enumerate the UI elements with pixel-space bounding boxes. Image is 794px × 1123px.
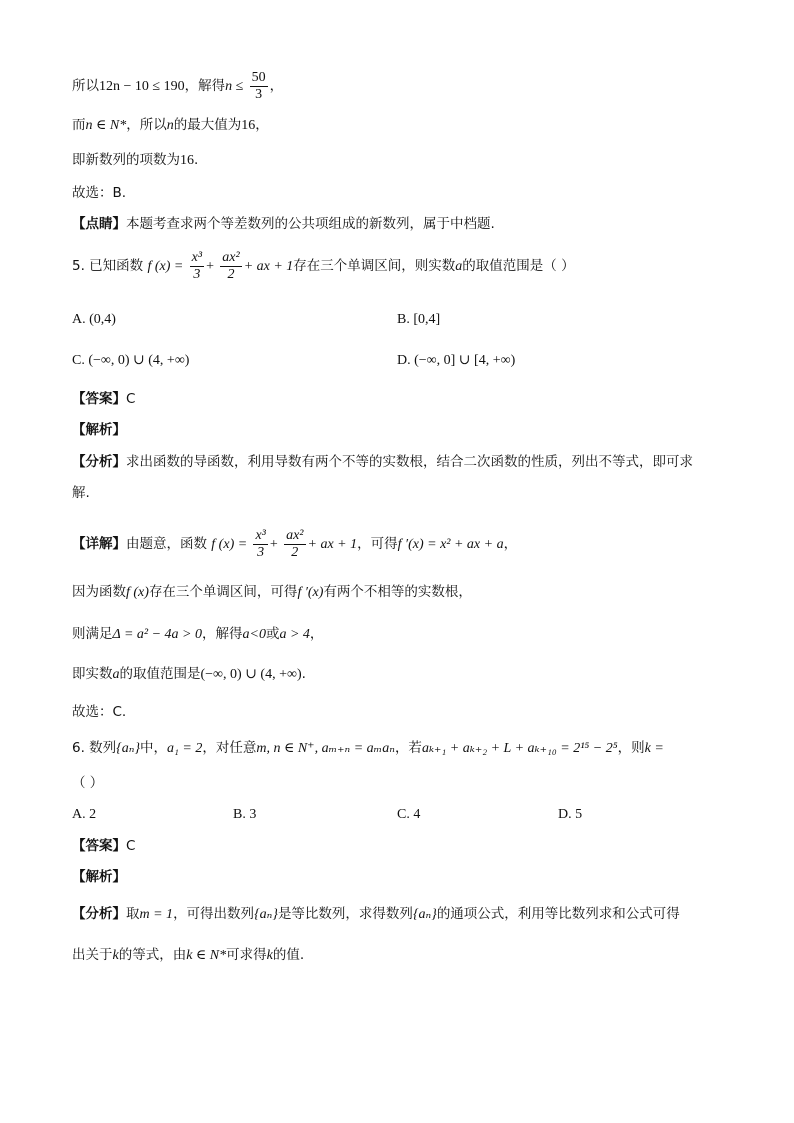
numerator: ax² bbox=[222, 250, 240, 265]
tag: 【点睛】 bbox=[72, 216, 126, 232]
math: a bbox=[112, 667, 120, 682]
math: a₁ = 2 bbox=[167, 741, 203, 756]
text: ，所以 bbox=[126, 117, 167, 133]
numerator: ax² bbox=[286, 528, 304, 543]
math: k = bbox=[644, 741, 664, 756]
text: 出关于 bbox=[72, 947, 113, 963]
text: 的通项公式，利用等比数列求和公式可得 bbox=[436, 906, 680, 922]
text: 所以 bbox=[72, 78, 99, 94]
math: k bbox=[112, 948, 119, 963]
inequality: n ≤ bbox=[225, 79, 244, 94]
math: Δ = a² − 4a > 0 bbox=[112, 627, 203, 642]
denominator: 2 bbox=[291, 545, 299, 560]
fraction bbox=[220, 250, 241, 283]
math: f (x) = bbox=[211, 537, 248, 552]
text: 即实数 bbox=[72, 666, 113, 682]
denominator: 3 bbox=[257, 545, 265, 560]
text: 的值. bbox=[272, 947, 305, 963]
text: 5. 已知函数 bbox=[72, 258, 144, 274]
math: f (x) = bbox=[147, 259, 184, 274]
math: {aₙ} bbox=[254, 907, 278, 922]
math: (−∞, 0) ∪ (4, +∞) bbox=[200, 667, 302, 682]
math: k ∈ N* bbox=[186, 948, 227, 963]
math: n ∈ N* bbox=[85, 118, 127, 133]
text: ，若 bbox=[394, 740, 422, 756]
option-b: B. [0,4] bbox=[397, 312, 441, 327]
tag: 【详解】 bbox=[72, 536, 126, 552]
analysis-line-2 bbox=[72, 945, 304, 966]
text: 求出函数的导函数，利用导数有两个不等的实数根，结合二次函数的性质，列出不等式，即可求 bbox=[126, 454, 693, 470]
text: 中， bbox=[140, 740, 168, 756]
tag: 【答案】 bbox=[72, 838, 126, 854]
option-d: D. (−∞, 0] ∪ [4, +∞) bbox=[397, 353, 516, 368]
text: 的取值范围是 bbox=[119, 666, 201, 682]
answer: C bbox=[126, 391, 136, 407]
text: . bbox=[301, 666, 306, 682]
fraction bbox=[284, 528, 305, 561]
analysis-line-1 bbox=[72, 904, 680, 925]
text: 或 bbox=[265, 626, 280, 642]
denominator: 2 bbox=[227, 267, 235, 282]
numerator: 50 bbox=[251, 70, 266, 85]
text: ，解得 bbox=[202, 626, 243, 642]
solution-line-1 bbox=[72, 70, 283, 103]
denominator: 3 bbox=[255, 87, 263, 102]
math: a > 4 bbox=[279, 627, 310, 642]
math: n bbox=[166, 118, 174, 133]
analysis-line-1 bbox=[72, 452, 693, 472]
text: 存在三个单调区间，可得 bbox=[148, 584, 298, 600]
fraction bbox=[253, 528, 267, 561]
math: + ax + 1 bbox=[307, 537, 358, 552]
text: 存在三个单调区间，则实数 bbox=[293, 258, 456, 274]
question-6 bbox=[72, 738, 664, 759]
analysis-heading bbox=[72, 867, 126, 887]
option-b: B. 3 bbox=[233, 807, 257, 822]
denominator: 3 bbox=[193, 267, 201, 282]
math: f ′(x) = x² + ax + a bbox=[397, 537, 504, 552]
solution-line-3 bbox=[72, 150, 198, 171]
fraction bbox=[250, 70, 268, 103]
choice-line: 故选：B. bbox=[72, 185, 127, 201]
analysis-heading bbox=[72, 420, 126, 440]
text: 的最大值为 bbox=[173, 117, 242, 133]
option-c: C. (−∞, 0) ∪ (4, +∞) bbox=[72, 353, 190, 368]
option-a: A. (0,4) bbox=[72, 312, 116, 327]
text: 本题考查求两个等差数列的公共项组成的新数列，属于中档题. bbox=[126, 216, 495, 232]
math: m, n ∈ N⁺, aₘ₊ₙ = aₘaₙ bbox=[256, 741, 395, 756]
text: 可求得 bbox=[226, 947, 267, 963]
note-line bbox=[72, 214, 495, 234]
text: ， bbox=[503, 536, 518, 552]
text: 则满足 bbox=[72, 626, 113, 642]
math: a bbox=[455, 259, 463, 274]
option-d: D. 5 bbox=[558, 807, 583, 822]
detail-line-1 bbox=[72, 528, 517, 561]
math: 16 bbox=[241, 118, 256, 133]
question-6-bracket: （ ） bbox=[72, 775, 104, 791]
detail-line-4 bbox=[72, 664, 306, 685]
text: ， bbox=[255, 117, 269, 133]
math: + bbox=[269, 537, 278, 552]
analysis-line-2: 解. bbox=[72, 485, 90, 501]
tag: 【解析】 bbox=[72, 422, 126, 438]
math: f ′(x) bbox=[297, 585, 324, 600]
tag: 【解析】 bbox=[72, 869, 126, 885]
text: ， bbox=[269, 78, 284, 94]
text: 因为函数 bbox=[72, 584, 126, 600]
text: 取 bbox=[126, 906, 140, 922]
math: 16 bbox=[180, 153, 194, 168]
option-c: C. 4 bbox=[397, 807, 421, 822]
math: {aₙ} bbox=[116, 741, 141, 756]
text: 是等比数列，求得数列 bbox=[277, 906, 413, 922]
fraction bbox=[190, 250, 204, 283]
text: ，则 bbox=[617, 740, 645, 756]
answer: C bbox=[126, 838, 136, 854]
text: ， bbox=[309, 626, 324, 642]
math: + ax + 1 bbox=[243, 259, 294, 274]
text: ，可得出数列 bbox=[173, 906, 255, 922]
answer-line bbox=[72, 836, 135, 856]
math: a<0 bbox=[242, 627, 266, 642]
numerator: x³ bbox=[191, 250, 203, 265]
text: . bbox=[194, 152, 199, 168]
text: 6. 数列 bbox=[72, 740, 117, 756]
inequality: 12n − 10 ≤ 190 bbox=[99, 79, 185, 94]
detail-line-3 bbox=[72, 624, 323, 645]
solution-line-2 bbox=[72, 115, 269, 136]
choice-line: 故选：C. bbox=[72, 704, 127, 720]
tag: 【分析】 bbox=[72, 454, 126, 470]
text: ，解得 bbox=[184, 78, 226, 94]
answer-line bbox=[72, 389, 135, 409]
question-5 bbox=[72, 250, 575, 283]
text: 的等式，由 bbox=[118, 947, 187, 963]
math: {aₙ} bbox=[412, 907, 437, 922]
text: 即新数列的项数为 bbox=[72, 152, 180, 168]
text: ，可得 bbox=[357, 536, 398, 552]
text: 的取值范围是（ ） bbox=[462, 258, 575, 274]
numerator: x³ bbox=[255, 528, 266, 543]
text: ，对任意 bbox=[202, 740, 257, 756]
text: 而 bbox=[72, 117, 86, 133]
math: f (x) bbox=[126, 585, 149, 600]
tag: 【分析】 bbox=[72, 906, 126, 922]
math: m = 1 bbox=[139, 907, 174, 922]
math: k bbox=[266, 948, 273, 963]
text: 由题意，函数 bbox=[126, 536, 207, 552]
text: 有两个不相等的实数根， bbox=[323, 584, 472, 600]
tag: 【答案】 bbox=[72, 391, 126, 407]
detail-line-2 bbox=[72, 582, 472, 603]
math: + bbox=[206, 259, 214, 274]
math: aₖ₊₁ + aₖ₊₂ + L + aₖ₊₁₀ = 2¹⁵ − 2⁵ bbox=[421, 741, 618, 756]
option-a: A. 2 bbox=[72, 807, 97, 822]
